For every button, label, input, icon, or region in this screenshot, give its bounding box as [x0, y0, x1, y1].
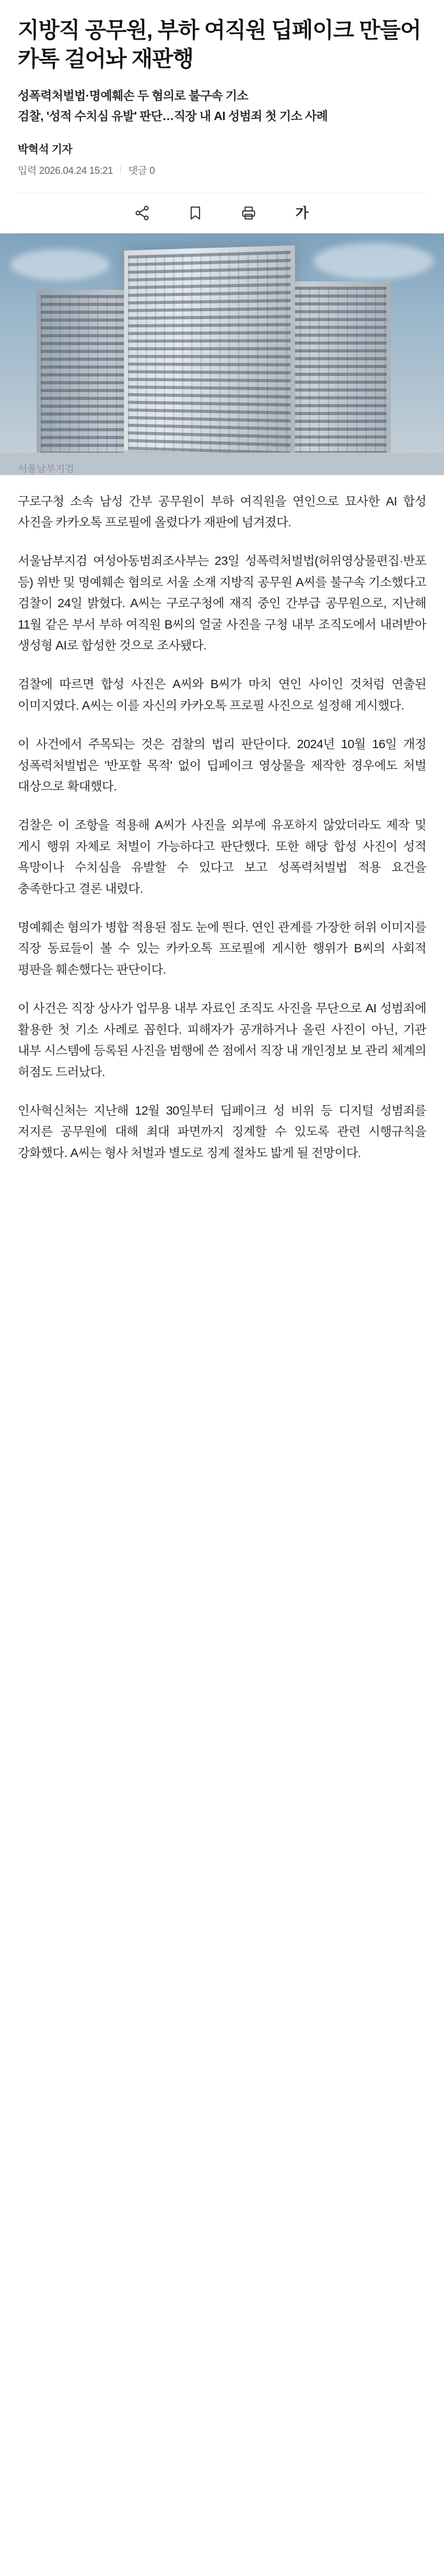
printer-icon — [240, 205, 257, 221]
body-paragraph: 명예훼손 혐의가 병합 적용된 점도 눈에 띈다. 연인 관계를 가장한 허위 이미지를 직장 동료들이 볼 수 있는 카카오톡 프로필에 게시한 행위가 B씨의 사회적 평판을 훼손했다는 판단이다. — [18, 920, 426, 976]
body-paragraph: 검찰은 이 조항을 적용해 A씨가 사진을 외부에 유포하지 않았더라도 제작 및 게시 행위 자체로 처벌이 가능하다고 판단했다. 또한 해당 합성 사진이 성적 욕망이나 수치심을 유발할 수 있다고 보고 성폭력처벌법 적용 요건을 충족한다고 결론 내렸다. — [18, 818, 426, 895]
article-photo — [0, 233, 444, 475]
article-header — [0, 0, 444, 233]
body-paragraph: 검찰에 따르면 합성 사진은 A씨와 B씨가 마치 연인 사이인 것처럼 연출된 이미지였다. A씨는 이를 자신의 카카오톡 프로필 사진으로 설정해 게시했다. — [18, 677, 426, 712]
article-toolbar — [18, 193, 426, 233]
bookmark-button[interactable] — [185, 203, 206, 223]
body-paragraph: 인사혁신처는 지난해 12월 30일부터 딥페이크 성 비위 등 디지털 성범죄를 저지른 공무원에 대해 최대 파면까지 징계할 수 있도록 관련 시행규칙을 강화했다. A씨는 형사 처벌과 별도로 징계 절차도 밟게 될 전망이다. — [18, 1103, 426, 1160]
window-grid — [41, 295, 124, 453]
subhead-list — [18, 87, 426, 125]
font-size-label: 가 — [295, 205, 309, 221]
building-right — [286, 281, 391, 453]
byline — [18, 141, 426, 177]
body-paragraph: 이 사건은 직장 상사가 업무용 내부 자료인 조직도 사진을 무단으로 AI 성범죄에 활용한 첫 기소 사례로 꼽힌다. 피해자가 공개하거나 올린 사진이 아닌, 기관 내부 시스템에 등록된 사진을 범행에 쓴 점에서 직장 내 개인정보 보 관리 체계의 허점도 드러났다. — [18, 1001, 426, 1079]
photo-caption: 서울남부지검 — [18, 463, 74, 475]
building-main — [124, 245, 295, 452]
reporter-name[interactable]: 박혁석 기자 — [18, 143, 73, 156]
share-icon — [134, 205, 150, 221]
body-paragraph: 이 사건에서 주목되는 것은 검찰의 법리 판단이다. 2024년 10월 16일 개정 성폭력처벌법은 '반포할 목적' 없이 딥페이크 영상물을 제작한 경우에도 처벌 대상으로 확대했다. — [18, 737, 426, 794]
photo-image — [0, 233, 444, 453]
article-page — [0, 0, 444, 1202]
body-paragraph: 구로구청 소속 남성 간부 공무원이 부하 여직원을 연인으로 묘사한 AI 합성 사진을 카카오톡 프로필에 올렸다가 재판에 넘겨졌다. — [18, 494, 426, 529]
body-paragraph: 서울남부지검 여성아동범죄조사부는 23일 성폭력처벌법(허위영상물편집·반포 등) 위반 및 명예훼손 혐의로 서울 소재 지방직 공무원 A씨를 불구속 기소했다고 검찰이 24일 밝혔다. A씨는 구로구청에 재직 중인 간부급 공무원으로, 지난해 11월 같은 부서 부하 여직원 B씨의 얼굴 사진을 구청 내부 조직도에서 내려받아 생성형 AI로 합성한 것으로 조사됐다. — [18, 554, 426, 652]
comment-count[interactable]: 댓글 0 — [128, 165, 155, 176]
subhead-1: 성폭력처벌법·명예훼손 두 혐의로 불구속 기소 — [18, 88, 248, 102]
published-timestamp: 입력 2026.04.24 15:21 — [18, 165, 113, 176]
bookmark-icon — [187, 205, 204, 221]
page-title: 지방직 공무원, 부하 여직원 딥페이크 만들어 카톡 걸어놔 재판행 — [18, 18, 421, 72]
meta-divider — [120, 166, 121, 174]
cloud-shape — [313, 243, 434, 279]
meta-row — [18, 163, 426, 177]
article-body — [0, 475, 444, 1164]
window-grid — [128, 251, 290, 453]
font-size-button[interactable] — [291, 203, 312, 223]
cloud-shape — [10, 249, 110, 280]
share-button[interactable] — [132, 203, 153, 223]
subhead-2: 검찰, '성적 수치심 유발' 판단…직장 내 AI 성범죄 첫 기소 사례 — [18, 109, 328, 123]
window-grid — [290, 287, 387, 453]
building-left — [37, 290, 128, 453]
print-button[interactable] — [238, 203, 259, 223]
